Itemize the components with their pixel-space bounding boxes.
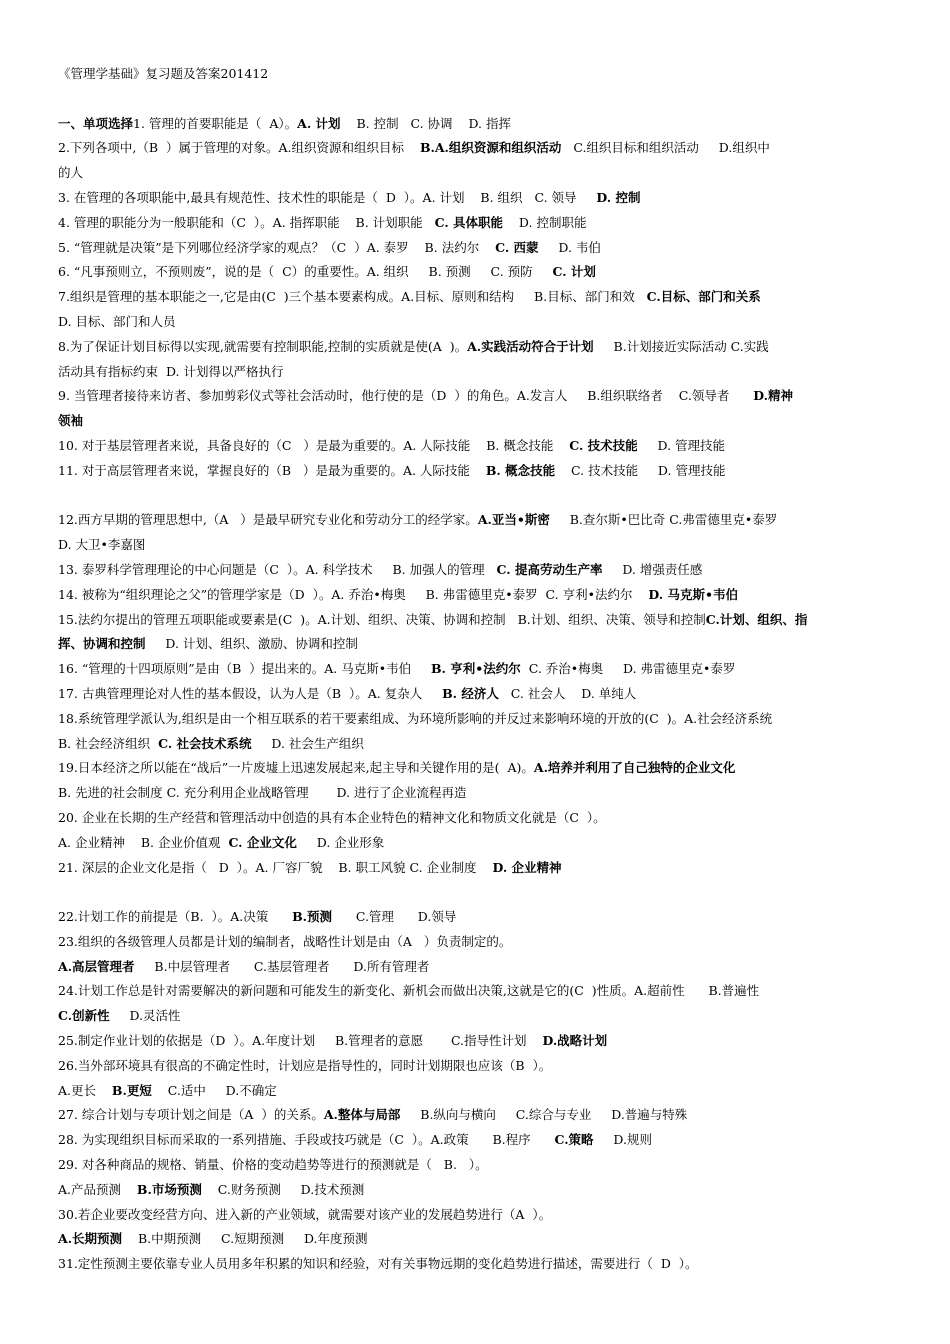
answer-highlight: 挥、协调和控制 (58, 636, 146, 652)
blank-line (58, 87, 894, 112)
line-text: C.组织目标和组织活动 D.组织中 (561, 140, 770, 156)
question-line (58, 1203, 894, 1228)
answer-highlight: C. 西蒙 (495, 239, 539, 255)
line-text: D. 社会生产组织 (251, 735, 364, 751)
question-list (58, 87, 894, 1277)
line-text: B. 先进的社会制度 C. 充分利用企业战略管理 D. 进行了企业流程再造 (58, 785, 467, 801)
answer-highlight: B.市场预测 (136, 1181, 202, 1197)
question-line (58, 285, 894, 310)
answer-highlight: B. 亨利•法约尔 (430, 661, 521, 677)
line-text: 11. 对于高层管理者来说，掌握良好的（B ）是最为重要的。A. 人际技能 (58, 462, 486, 478)
line-text: D. 韦伯 (538, 239, 601, 255)
line-text: D. 计划、组织、激励、协调和控制 (145, 636, 358, 652)
question-line (58, 781, 894, 806)
answer-highlight: C. 提高劳动生产率 (496, 561, 603, 577)
line-text: 30.若企业要改变经营方向、进入新的产业领域，就需要对该产业的发展趋势进行（A ）。 (58, 1206, 552, 1222)
line-text: C.财务预测 D.技术预测 (201, 1181, 365, 1197)
question-line (58, 310, 894, 335)
line-text: 28. 为实现组织目标而采取的一系列措施、手段或技巧就是（C ）。A.政策 B.程序 (58, 1132, 555, 1148)
question-line (58, 161, 894, 186)
question-line (58, 409, 894, 434)
blank-line (58, 484, 894, 509)
line-text: 23.组织的各级管理人员都是计划的编制者，战略性计划是由（A ）负责制定的。 (58, 933, 512, 949)
answer-highlight: A.亚当•斯密 (477, 512, 550, 528)
question-line (58, 632, 894, 657)
answer-highlight: A.培养并利用了自己独特的企业文化 (533, 760, 736, 776)
question-line (58, 211, 894, 236)
line-text: 2.下列各项中,（B ）属于管理的对象。A.组织资源和组织目标 (58, 140, 420, 156)
line-text: D.规则 (593, 1132, 652, 1148)
line-text: 26.当外部环境具有很高的不确定性时，计划应是指导性的，同时计划期限也应该（B ）。 (58, 1057, 552, 1073)
question-line (58, 558, 894, 583)
line-text: 29. 对各种商品的规格、销量、价格的变动趋势等进行的预测就是（ B. ）。 (58, 1157, 488, 1173)
answer-highlight: B.A.组织资源和组织活动 (419, 140, 562, 156)
question-line (58, 583, 894, 608)
answer-highlight: C. 企业文化 (228, 834, 297, 850)
line-text: 27. 综合计划与专项计划之间是（A ）的关系。 (58, 1107, 324, 1123)
question-line (58, 1252, 894, 1277)
question-line (58, 732, 894, 757)
line-text: 31.定性预测主要依靠专业人员用多年积累的知识和经验，对有关事物远期的变化趋势进行描述，需要进行（ D ）。 (58, 1256, 698, 1272)
question-line (58, 335, 894, 360)
question-line (58, 806, 894, 831)
line-text: D. 目标、部门和人员 (58, 313, 176, 329)
question-line (58, 955, 894, 980)
question-line (58, 1178, 894, 1203)
line-text: 19.日本经济之所以能在“战后”一片废墟上迅速发展起来,起主导和关键作用的是( A)。 (58, 760, 534, 776)
line-text: B.计划接近实际活动 C.实践 (593, 338, 769, 354)
line-text: 8.为了保证计划目标得以实现,就需要有控制职能,控制的实质就是使(A )。 (58, 338, 468, 354)
answer-highlight: D.精神 (753, 388, 793, 404)
question-line (58, 856, 894, 881)
question-line (58, 657, 894, 682)
line-text: 1. 管理的首要职能是（ A）。 (133, 115, 298, 131)
question-line (58, 508, 894, 533)
line-text: 10. 对于基层管理者来说，具备良好的（C ）是最为重要的。A. 人际技能 B. 概念技能 (58, 437, 570, 453)
question-line (58, 1054, 894, 1079)
line-text: 20. 企业在长期的生产经营和管理活动中创造的具有本企业特色的精神文化和物质文化就是（C ）。 (58, 809, 606, 825)
line-text: 17. 古典管理理论对人性的基本假设，认为人是（B ）。A. 复杂人 (58, 685, 443, 701)
answer-highlight: C. 具体职能 (434, 214, 504, 230)
line-text: B.纵向与横向 C.综合与专业 D.普遍与特殊 (400, 1107, 688, 1123)
line-text: 活动具有指标约束 D. 计划得以严格执行 (58, 363, 284, 379)
answer-highlight: A.长期预测 (58, 1231, 123, 1247)
answer-highlight: A.实践活动符合于计划 (467, 338, 594, 354)
question-line (58, 682, 894, 707)
answer-highlight: C.目标、部门和关系 (646, 289, 761, 305)
question-line (58, 236, 894, 261)
line-text: 15.法约尔提出的管理五项职能或要素是(C )。A.计划、组织、决策、协调和控制 B.计划、组织、决策、领导和控制 (58, 611, 706, 627)
answer-highlight: A.整体与局部 (323, 1107, 401, 1123)
line-text: B. 社会经济组织 (58, 735, 159, 751)
question-line (58, 1079, 894, 1104)
question-line (58, 1103, 894, 1128)
line-text: D. 增强责任感 (602, 561, 703, 577)
answer-highlight: D. 企业精神 (492, 859, 562, 875)
line-text: 16. “管理的十四项原则”是由（B ）提出来的。A. 马克斯•韦伯 (58, 661, 431, 677)
question-line (58, 979, 894, 1004)
answer-highlight: B.预测 (292, 909, 332, 925)
line-text: B. 控制 C. 协调 D. 指挥 (340, 115, 511, 131)
question-line (58, 756, 894, 781)
line-text: B.查尔斯•巴比奇 C.弗雷德里克•泰罗 (549, 512, 778, 528)
line-text: 4. 管理的职能分为一般职能和（C ）。A. 指挥职能 B. 计划职能 (58, 214, 435, 230)
question-line (58, 1128, 894, 1153)
question-line (58, 186, 894, 211)
line-text: 9. 当管理者接待来访者、参加剪彩仪式等社会活动时，他行使的是（D ）的角色。A.发言人 B.组织联络者 C.领导者 (58, 388, 754, 404)
blank-line (58, 880, 894, 905)
line-text: 12.西方早期的管理思想中,（A ）是最早研究专业化和劳动分工的经学家。 (58, 512, 478, 528)
question-line (58, 707, 894, 732)
answer-highlight: C.策略 (554, 1132, 594, 1148)
document-page (58, 62, 894, 1277)
answer-highlight: B. 概念技能 (485, 462, 556, 478)
question-line (58, 1004, 894, 1029)
question-line (58, 360, 894, 385)
question-line (58, 533, 894, 558)
answer-highlight: C.计划、组织、指 (705, 611, 808, 627)
question-line (58, 459, 894, 484)
answer-highlight: C. 技术技能 (569, 437, 638, 453)
question-line (58, 831, 894, 856)
answer-highlight: D. 控制 (596, 189, 641, 205)
answer-highlight: D. 马克斯•韦伯 (648, 586, 738, 602)
line-text: 5. “管理就是决策”是下列哪位经济学家的观点？（C ）A. 泰罗 B. 法约尔 (58, 239, 496, 255)
line-text: B.中层管理者 C.基层管理者 D.所有管理者 (134, 958, 430, 974)
line-text: A.更长 (58, 1082, 112, 1098)
line-text: 6. “凡事预则立，不预则废”，说的是（ C）的重要性。A. 组织 B. 预测 C. 预防 (58, 264, 553, 280)
line-text: 18.系统管理学派认为,组织是由一个相互联系的若干要素组成、为环境所影响的并反过来影响环境的开放的(C )。A.社会经济系统 (58, 710, 773, 726)
question-line (58, 384, 894, 409)
question-line (58, 608, 894, 633)
answer-highlight: 领袖 (58, 413, 84, 429)
line-text: C. 技术技能 D. 管理技能 (555, 462, 726, 478)
document-title: 《管理学基础》复习题及答案201412 (58, 66, 269, 81)
line-text: D.灵活性 (109, 1008, 181, 1024)
line-text: D. 管理技能 (637, 437, 726, 453)
line-text: 的人 (58, 165, 84, 181)
question-line (58, 1029, 894, 1054)
line-text: 24.计划工作总是针对需要解决的新问题和可能发生的新变化、新机会而做出决策,这就是它的(C )性质。A.超前性 B.普遍性 (58, 983, 760, 999)
line-text: D. 控制职能 (503, 214, 587, 230)
question-line (58, 260, 894, 285)
answer-highlight: C.创新性 (58, 1008, 110, 1024)
line-text: 14. 被称为“组织理论之父”的管理学家是（D ）。A. 乔治•梅奥 B. 弗雷德里克•泰罗 C. 亨利•法约尔 (58, 586, 649, 602)
line-text: 25.制定作业计划的依据是（D ）。A.年度计划 B.管理者的意愿 C.指导性计划 (58, 1033, 543, 1049)
line-text: 22.计划工作的前提是（B. ）。A.决策 (58, 909, 293, 925)
answer-highlight: A.高层管理者 (58, 958, 135, 974)
line-text: C.管理 D.领导 (332, 909, 457, 925)
line-text: A. 企业精神 B. 企业价值观 (58, 834, 229, 850)
line-text: 7.组织是管理的基本职能之一,它是由(C )三个基本要素构成。A.目标、原则和结构 B.目标、部门和效 (58, 289, 647, 305)
question-line (58, 905, 894, 930)
line-text: D. 企业形象 (296, 834, 385, 850)
answer-highlight: 一、单项选择 (58, 115, 134, 131)
line-text: 13. 泰罗科学管理理论的中心问题是（C ）。A. 科学技术 B. 加强人的管理 (58, 561, 497, 577)
question-line (58, 1227, 894, 1252)
question-line (58, 930, 894, 955)
line-text: C.适中 D.不确定 (151, 1082, 277, 1098)
line-text: C. 乔治•梅奥 D. 弗雷德里克•泰罗 (520, 661, 736, 677)
line-text: 21. 深层的企业文化是指（ D ）。A. 厂容厂貌 B. 职工风貌 C. 企业制度 (58, 859, 493, 875)
question-line (58, 112, 894, 137)
question-line (58, 136, 894, 161)
line-text: D. 大卫•李嘉图 (58, 537, 146, 553)
question-line (58, 1153, 894, 1178)
line-text: C. 社会人 D. 单纯人 (498, 685, 637, 701)
line-text: B.中期预测 C.短期预测 D.年度预测 (122, 1231, 368, 1247)
line-text: 3. 在管理的各项职能中,最具有规范性、技术性的职能是（ D ）。A. 计划 B. 组织 C. 领导 (58, 189, 597, 205)
answer-highlight: B.更短 (111, 1082, 152, 1098)
answer-highlight: C. 社会技术系统 (158, 735, 252, 751)
line-text: A.产品预测 (58, 1181, 137, 1197)
answer-highlight: C. 计划 (552, 264, 596, 280)
answer-highlight: A. 计划 (297, 115, 341, 131)
question-line (58, 434, 894, 459)
answer-highlight: D.战略计划 (542, 1033, 608, 1049)
answer-highlight: B. 经济人 (442, 685, 499, 701)
